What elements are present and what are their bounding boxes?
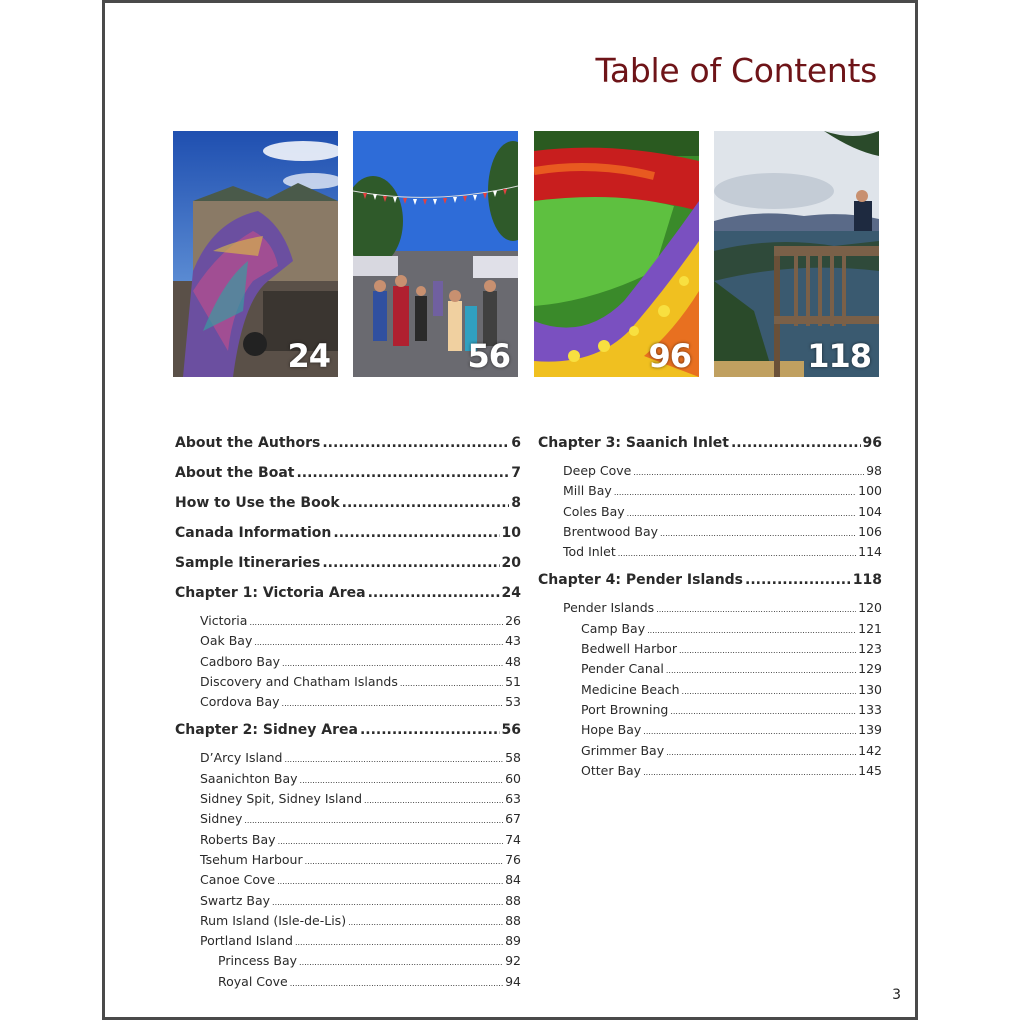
toc-entry-label: Brentwood Bay <box>563 523 659 539</box>
toc-leader-dots <box>284 748 503 770</box>
toc-leader-dots <box>627 502 856 524</box>
toc-leader-dots <box>272 891 503 913</box>
toc-entry-label: Pender Islands <box>563 600 655 616</box>
toc-section-entry[interactable] <box>538 680 882 700</box>
toc-entry-page: 51 <box>505 673 521 689</box>
toc-leader-dots <box>322 551 499 575</box>
toc-chapter-entry[interactable] <box>538 568 882 598</box>
toc-leader-dots <box>682 680 857 702</box>
toc-leader-dots <box>299 951 503 973</box>
toc-entry-label: Chapter 1: Victoria Area <box>175 585 366 601</box>
toc-entry-label: Chapter 3: Saanich Inlet <box>538 435 729 451</box>
toc-leader-dots <box>348 911 503 933</box>
toc-section-entry[interactable] <box>538 598 882 618</box>
toc-entry-label: Royal Cove <box>218 973 288 989</box>
toc-entry-page: 120 <box>858 600 882 616</box>
toc-leader-dots <box>656 598 856 620</box>
toc-entry-label: Victoria <box>200 613 248 628</box>
toc-chapter-entry[interactable] <box>175 581 521 611</box>
toc-leader-dots <box>660 522 856 544</box>
toc-entry-label: Oak Bay <box>200 633 253 649</box>
page-number: 3 <box>892 987 901 1003</box>
toc-leader-dots <box>342 491 510 515</box>
toc-leader-dots <box>670 700 856 722</box>
toc-section-entry[interactable] <box>538 502 882 522</box>
toc-entry-page: 76 <box>505 851 521 867</box>
toc-leader-dots <box>731 431 861 455</box>
toc-entry-label: Deep Cove <box>563 463 632 478</box>
toc-entry-label: Sidney Spit, Sidney Island <box>200 791 363 807</box>
toc-entry-page: 92 <box>505 953 521 969</box>
toc-leader-dots <box>368 581 500 605</box>
toc-leader-dots <box>282 692 504 714</box>
toc-section-entry[interactable] <box>538 461 882 481</box>
toc-entry-label: Medicine Beach <box>581 681 680 697</box>
toc-entry-label: Tsehum Harbour <box>200 851 303 867</box>
toc-entry-label: Portland Island <box>200 933 293 949</box>
toc-leader-dots <box>300 769 504 791</box>
toc-leader-dots <box>679 639 856 661</box>
toc-section-entry[interactable] <box>175 692 521 712</box>
photo-page-number: 24 <box>287 337 330 375</box>
toc-leader-dots <box>295 931 503 953</box>
toc-leader-dots <box>249 611 503 633</box>
toc-chapter-entry[interactable] <box>175 551 521 581</box>
toc-chapter-entry[interactable] <box>175 718 521 748</box>
toc-entry-label: Sidney <box>200 811 243 827</box>
toc-entry-page: 24 <box>501 585 521 601</box>
photo-saanich-inlet <box>534 131 699 377</box>
toc-section-entry[interactable] <box>538 659 882 679</box>
toc-chapter-entry[interactable] <box>175 491 521 521</box>
photo-sidney-area <box>353 131 518 377</box>
toc-entry-label: About the Authors <box>175 435 321 451</box>
toc-entry-label: Coles Bay <box>563 503 625 519</box>
book-page <box>102 0 918 1020</box>
toc-section-entry[interactable] <box>175 631 521 651</box>
toc-entry-label: Canoe Cove <box>200 872 276 888</box>
toc-section-entry[interactable] <box>538 741 882 761</box>
toc-section-entry[interactable] <box>538 700 882 720</box>
toc-entry-page: 121 <box>858 620 882 636</box>
toc-leader-dots <box>277 870 503 892</box>
toc-section-entry[interactable] <box>175 891 521 911</box>
toc-entry-label: Pender Canal <box>581 661 664 677</box>
toc-leader-dots <box>296 461 509 485</box>
toc-entry-label: Swartz Bay <box>200 892 271 908</box>
photo-pender-islands <box>714 131 879 377</box>
toc-leader-dots <box>647 619 856 641</box>
toc-leader-dots <box>666 659 856 681</box>
toc-chapter-entry[interactable] <box>175 431 521 461</box>
toc-leader-dots <box>290 972 503 994</box>
toc-entry-page: 43 <box>505 633 521 649</box>
toc-entry-page: 118 <box>852 572 882 589</box>
toc-section-entry[interactable] <box>538 481 882 501</box>
toc-entry-page: 100 <box>858 483 882 499</box>
photo-page-number: 96 <box>648 337 691 375</box>
toc-leader-dots <box>278 830 504 852</box>
toc-leader-dots <box>364 789 503 811</box>
toc-leader-dots <box>618 542 856 564</box>
toc-section-entry[interactable] <box>175 931 521 951</box>
toc-entry-label: D’Arcy Island <box>200 750 283 766</box>
toc-entry-page: 145 <box>858 762 882 778</box>
toc-entry-page: 130 <box>858 681 882 697</box>
toc-entry-label: Bedwell Harbor <box>581 641 677 657</box>
toc-section-entry[interactable] <box>175 850 521 870</box>
photo-page-number: 56 <box>467 337 510 375</box>
toc-section-entry[interactable] <box>175 911 521 931</box>
toc-leader-dots <box>643 761 856 783</box>
toc-entry-page: 7 <box>511 465 521 481</box>
toc-leader-dots <box>643 720 856 742</box>
toc-entry-page: 133 <box>858 701 882 717</box>
toc-entry-page: 48 <box>505 653 521 669</box>
toc-section-entry[interactable] <box>175 870 521 890</box>
toc-entry-label: Cadboro Bay <box>200 653 281 669</box>
toc-section-entry[interactable] <box>538 639 882 659</box>
toc-chapter-entry[interactable] <box>175 521 521 551</box>
toc-entry-page: 123 <box>858 641 882 657</box>
toc-entry-label: Chapter 4: Pender Islands <box>538 572 744 589</box>
toc-entry-page: 58 <box>505 750 521 766</box>
toc-entry-label: Hope Bay <box>581 722 642 738</box>
toc-entry-page: 8 <box>511 495 521 511</box>
toc-section-entry[interactable] <box>175 611 521 631</box>
toc-entry-page: 67 <box>505 811 521 827</box>
toc-leader-dots <box>282 652 503 674</box>
toc-leader-dots <box>360 718 500 742</box>
toc-chapter-entry[interactable] <box>538 431 882 461</box>
toc-entry-page: 89 <box>505 933 521 949</box>
toc-entry-page: 98 <box>866 463 882 478</box>
toc-entry-page: 114 <box>858 544 882 560</box>
toc-entry-label: Camp Bay <box>581 620 646 636</box>
toc-section-entry[interactable] <box>538 720 882 740</box>
toc-entry-page: 84 <box>505 872 521 888</box>
toc-leader-dots <box>614 481 856 503</box>
toc-entry-label: Sample Itineraries <box>175 555 321 571</box>
toc-entry-page: 74 <box>505 831 521 847</box>
toc-entry-label: Discovery and Chatham Islands <box>200 673 398 689</box>
toc-leader-dots <box>244 809 503 831</box>
toc-entry-label: Tod Inlet <box>563 544 616 560</box>
toc-section-entry[interactable] <box>175 972 521 992</box>
toc-entry-page: 63 <box>505 791 521 807</box>
toc-entry-page: 10 <box>501 525 521 541</box>
toc-entry-label: Chapter 2: Sidney Area <box>175 722 358 739</box>
toc-section-entry[interactable] <box>538 761 882 781</box>
toc-entry-page: 142 <box>858 742 882 758</box>
toc-entry-page: 106 <box>858 523 882 539</box>
photo-victoria-area <box>173 131 338 377</box>
toc-section-entry[interactable] <box>538 522 882 542</box>
toc-leader-dots <box>322 431 509 455</box>
toc-entry-label: Roberts Bay <box>200 831 276 847</box>
toc-section-entry[interactable] <box>175 748 521 768</box>
toc-entry-label: Otter Bay <box>581 762 642 778</box>
toc-entry-page: 60 <box>505 770 521 786</box>
page-title: Table of Contents <box>595 51 877 90</box>
toc-entry-label: How to Use the Book <box>175 495 340 511</box>
toc-leader-dots <box>254 631 503 653</box>
toc-entry-page: 88 <box>505 912 521 928</box>
toc-entry-label: Canada Information <box>175 525 332 541</box>
toc-entry-label: Mill Bay <box>563 483 612 499</box>
toc-entry-page: 94 <box>505 973 521 989</box>
toc-entry-page: 53 <box>505 694 521 710</box>
toc-entry-page: 129 <box>858 661 882 677</box>
toc-entry-page: 20 <box>501 555 521 571</box>
toc-section-entry[interactable] <box>175 769 521 789</box>
toc-section-entry[interactable] <box>175 951 521 971</box>
toc-leader-dots <box>305 850 503 872</box>
toc-leader-dots <box>745 568 851 592</box>
toc-entry-page: 6 <box>511 435 521 451</box>
toc-leader-dots <box>333 521 499 545</box>
toc-entry-label: Saanichton Bay <box>200 770 298 786</box>
toc-entry-page: 88 <box>505 892 521 908</box>
toc-left-column <box>175 431 521 992</box>
toc-leader-dots <box>400 672 503 694</box>
toc-entry-label: Grimmer Bay <box>581 742 665 758</box>
toc-entry-page: 56 <box>501 722 521 739</box>
toc-leader-dots <box>666 741 856 763</box>
toc-entry-label: About the Boat <box>175 465 295 481</box>
toc-entry-page: 139 <box>858 722 882 738</box>
toc-entry-page: 104 <box>858 503 882 519</box>
toc-section-entry[interactable] <box>538 619 882 639</box>
toc-entry-page: 96 <box>862 435 882 451</box>
toc-section-entry[interactable] <box>175 652 521 672</box>
toc-section-entry[interactable] <box>175 809 521 829</box>
photo-page-number: 118 <box>807 337 871 375</box>
toc-entry-label: Cordova Bay <box>200 694 280 710</box>
toc-entry-label: Rum Island (Isle-de-Lis) <box>200 912 347 928</box>
toc-entry-label: Port Browning <box>581 701 669 717</box>
toc-section-entry[interactable] <box>175 830 521 850</box>
toc-right-column <box>538 431 882 781</box>
toc-entry-page: 26 <box>505 613 521 628</box>
toc-leader-dots <box>633 461 864 483</box>
toc-section-entry[interactable] <box>175 789 521 809</box>
toc-section-entry[interactable] <box>538 542 882 562</box>
toc-section-entry[interactable] <box>175 672 521 692</box>
toc-chapter-entry[interactable] <box>175 461 521 491</box>
toc-entry-label: Princess Bay <box>218 953 298 969</box>
